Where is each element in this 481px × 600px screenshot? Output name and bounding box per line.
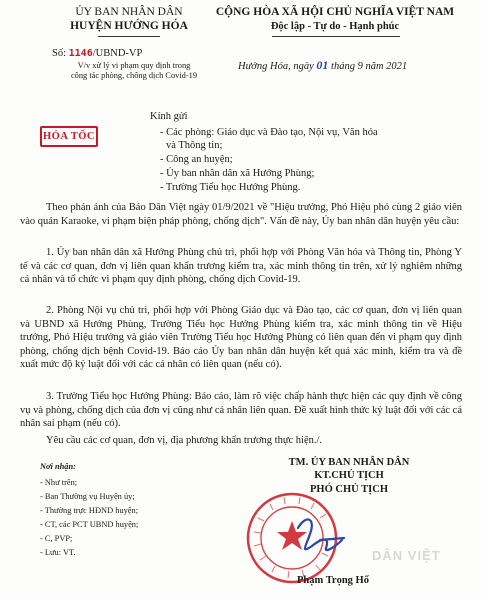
document-subject-line1: V/v xử lý vi phạm quy định trong — [77, 61, 191, 70]
place-date — [238, 58, 407, 73]
signature-title-line3: PHÓ CHỦ TỊCH — [310, 484, 388, 495]
national-title: CỘNG HÒA XÃ HỘI CHỦ NGHĨA VIỆT NAM — [215, 6, 455, 18]
place-suffix: tháng 9 năm 2021 — [328, 61, 408, 72]
agency-name-line2: HUYỆN HƯỚNG HÓA — [70, 20, 188, 32]
noi-nhan-item: - Như trên; — [40, 478, 78, 487]
document-number — [52, 48, 142, 59]
document-number-handwritten: 1146 — [68, 48, 93, 59]
body-closing: Yêu cầu các cơ quan, đơn vị, địa phương khẩn trương thực hiện./. — [46, 435, 323, 446]
document-subject — [44, 61, 224, 81]
recipients-label: Kính gửi — [150, 111, 188, 122]
agency-name-line1: ỦY BAN NHÂN DÂN — [75, 6, 183, 18]
body-item-2: 2. Phòng Nội vụ chủ trì, phối hợp với Phòng Giáo dục và Đào tạo, các cơ quan, đơn vị liên quan và UBND xã Hướng Phùng, Trường Tiểu học Hướng Phùng kiểm tra, xác minh thông tin về Hiệu trưởng, Phó Hiệu trưởng và giáo viên Trường Tiểu học Hướng Phùng có liên quan đến vi phạm quy định phòng, chống dịch bệnh Covid-19. Báo cáo Ủy ban nhân dân huyện kết quả xác minh, kiểm tra và đề xuất mức độ kỷ luật đối với các cá nhân có liên quan (nếu có). — [20, 305, 462, 370]
noi-nhan-item: - C, PVP; — [40, 534, 73, 543]
recipient-item: và Thông tin; — [166, 140, 223, 151]
recipient-item: - Các phòng: Giáo dục và Đào tạo, Nội vụ, Văn hóa — [160, 127, 378, 138]
noi-nhan-item: - CT, các PCT UBND huyện; — [40, 520, 139, 529]
noi-nhan-item: - Lưu: VT. — [40, 548, 76, 557]
recipient-item: - Trường Tiểu học Hướng Phùng. — [160, 182, 301, 193]
motto-underline — [272, 36, 400, 37]
body-intro: Theo phản ánh của Báo Dân Việt ngày 01/9/2021 về "Hiệu trưởng, Phó Hiệu phó cùng 2 giáo viên vào quán Karaoke, vi phạm biện pháp phòng, chống dịch". Vấn đề này, Ủy ban nhân dân huyện yêu cầu: — [20, 202, 462, 227]
signature-title-line2: KT.CHỦ TỊCH — [314, 470, 384, 481]
agency-underline — [98, 36, 160, 37]
recipient-item: - Ủy ban nhân dân xã Hướng Phùng; — [160, 168, 315, 179]
signer-name: Phạm Trọng Hổ — [297, 575, 369, 586]
document-number-suffix: /UBND-VP — [92, 48, 143, 59]
publisher-watermark: DÂN VIỆT — [372, 548, 441, 563]
noi-nhan-item: - Thường trực HĐND huyện; — [40, 506, 139, 515]
body-item-3: 3. Trường Tiểu học Hướng Phùng: Báo cáo, làm rõ việc chấp hành thực hiện các quy định về công vụ và phòng, chống dịch của đơn vị cũng như cá nhân liên quan. Đề xuất hình thức kỷ luật đối với các cá nhân sai phạm (nếu có). — [20, 391, 462, 429]
signature-title-line1: TM. ỦY BAN NHÂN DÂN — [288, 457, 410, 468]
body-item-1: 1. Ủy ban nhân dân xã Hướng Phùng chủ trì, phối hợp với Phòng Văn hóa và Thông tin, Phòng Y tế và các cơ quan, đơn vị liên quan khẩn trương kiểm tra, xác minh thông tin trên, xử lý nghiêm những cá nhân và tổ chức vi phạm quy định phòng, chống dịch Covid-19. — [20, 247, 462, 285]
recipient-item: - Công an huyện; — [160, 154, 233, 165]
noi-nhan-label: Nơi nhận: — [40, 462, 76, 471]
national-motto: Độc lập - Tự do - Hạnh phúc — [270, 21, 400, 32]
document-subject-line2: công tác phòng, chống dịch Covid-19 — [70, 71, 198, 80]
noi-nhan-item: - Ban Thường vụ Huyện ủy; — [40, 492, 135, 501]
date-day-handwritten: 01 — [316, 58, 329, 72]
official-seal-icon — [240, 488, 370, 588]
document-number-label: Số: — [52, 48, 69, 59]
place-prefix: Hướng Hóa, ngày — [238, 61, 317, 72]
urgent-stamp: HỎA TỐC — [40, 126, 98, 147]
